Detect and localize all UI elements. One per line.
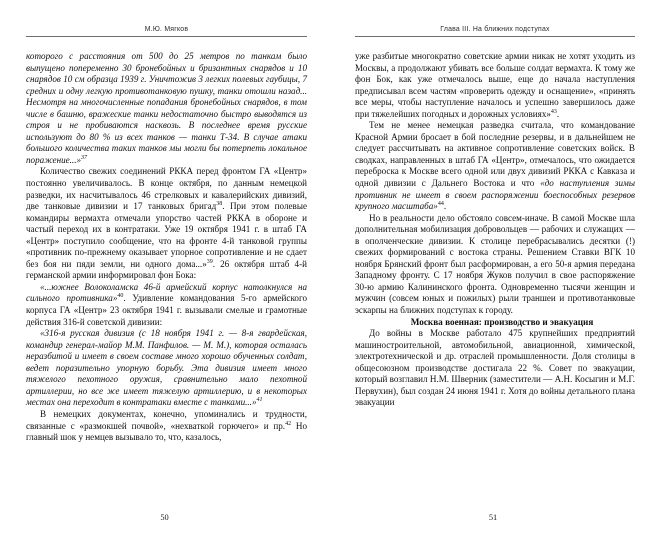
paragraph-quote-continuation <box>26 51 307 166</box>
paragraph-text: Количество свежих соединений РККА перед фронтом ГА «Центр» постоянно увеличивалось. В конце октября, по данным немецкой разведки, их насчитывалось 46 стрелковых и кавалерийских дивизий, две танковые дивизии и 17 танковых бригад <box>26 166 307 212</box>
page-number-left: 50 <box>160 513 169 522</box>
page-right <box>329 0 657 540</box>
paragraph-quote-voloklamsk <box>26 282 307 328</box>
footnote-marker: 42 <box>285 420 292 427</box>
paragraph-text-cont: . При этом полевые командиры вермахта отмечали упорство частей РККА в обороне и частый переход их в контратаки. Уже 19 октября 1941 г. в штаб ГА «Центр» поступило сообщение, что на фронте 4-й танковой группы «противник по-прежнему оказывает упорное сопротивление и не сдает без боя ни пяди земли, ни одного дома...» <box>26 201 307 269</box>
paragraph-text: которого с расстояния от 500 до 25 метров по танкам было выпущено попеременно 30 бронебойных и бризантных снарядов и 10 снарядов 10 см образца 1939 г. Уничтожив 3 легких полевых гаубицы, 7 средних и одну легкую противотанковую пушку, танки отошли назад... Несмотря на многочисленные попадания бронебойных снарядов, в том числе в башню, вражеские танки недостаточно быстро выводятся из строя и не пробиваются насквозь. В последнее время русские используют до 80 % из всех танков — танки Т-34. В случае атаки большого количества таких танков мы могли бы потерпеть локальное поражение...» <box>26 51 307 165</box>
footnote-marker: 43 <box>550 108 557 115</box>
text-column-left <box>26 51 307 444</box>
paragraph-body-evacuation: До войны в Москве работало 475 крупнейших предприятий машиностроительной, автомобильной, авиационной, химической, электротехнической и др. отраслей промышленности. Доля столицы в общесоюзном производстве достигала 22 %. Совет по эвакуации, который возглавил Н.М. Шверник (заместители — А.Н. Косыгин и М.Г. Первухин), был создан 24 июня 1941 г. Хотя до войны детального плана эвакуации <box>355 328 635 408</box>
footnote-marker: 38 <box>216 201 223 208</box>
quote-text: «...южнее Волоколамска 46-й армейский корпус натолкнулся на сильного противника» <box>26 281 307 304</box>
paragraph-quote-division <box>26 328 307 409</box>
header-rule-left <box>26 36 307 37</box>
running-head-left: М.Ю. Мягков <box>144 24 189 33</box>
text-column-right <box>355 51 635 409</box>
footnote-marker: 40 <box>117 293 124 300</box>
paragraph-text-cont: . <box>443 201 447 212</box>
paragraph-body-reality: Но в реальности дело обстояло совсем-иначе. В самой Москве шла дополнительная мобилизация добровольцев — рабочих и служащих — в ополченческие дивизии. К столице перебрасывались десятки (!) свежих формирований с востока страны. Решением Ставки ВГК 10 ноября Брянский фронт был расформирован, а его 50-я армия передана Западному фронту. С 17 ноября Жуков получил в свое распоряжение 30-ю армию Калининского фронта. Одновременно тысячи женщин и мужчин (совсем юных и пожилых) рыли траншеи и противотанковые эскарпы на ближних подступах к городу. <box>355 212 635 316</box>
paragraph-text: Тем не менее немецкая разведка считала, что командование Красной Армии бросает в бой последние резервы, и в дальнейшем не следует рассчитывать на активное сопротивление советских войск. В сводках, направленных в штаб ГА «Центр», отмечалось, что ожидается переброска к Москве всего одной или двух дивизий РККА с Кавказа и одной дивизии с Дальнего Востока и что <box>355 120 635 189</box>
paragraph-text-cont: . <box>556 108 560 119</box>
paragraph-body-intelligence <box>355 120 635 212</box>
running-head-right: Глава III. На ближних подступах <box>440 24 550 33</box>
quote-text: «316-я русская дивизия (с 18 ноября 1941 г. — 8-я гвардейская, командир генерал-майор М.М. Панфилов. — М. М.), которая осталась неразбитой и имеет в своем составе много хорошо обученных солдат, ведет поразительно упорную борьбу. Эта дивизия имеет много тяжелого пехотного оружия, сравнительно мало пехотной артиллерии, но все же имеет тяжелую артиллерию, и в некоторых местах она переходит в контратаки вместе с танками...» <box>26 328 307 408</box>
paragraph-text-cont2: . 26 октября штаб 4-й германской армии информировал фон Бока: <box>26 258 307 281</box>
paragraph-body-german-docs <box>26 409 307 444</box>
quote-text: «до наступления зимы противник не имеет в своем распоряжении боеспособных резервов крупного масштаба» <box>355 178 635 212</box>
header-rule-right <box>355 36 635 37</box>
paragraph-body <box>26 166 307 281</box>
paragraph-text-cont: . Удивление командования 5-го армейского корпуса ГА «Центр» 23 октября 1941 г. вызывали смелые и грамотные действия 316-й советской дивизии: <box>26 293 307 327</box>
footnote-marker: 39 <box>206 258 213 265</box>
footnote-marker: 44 <box>437 201 444 208</box>
section-heading: Москва военная: производство и эвакуация <box>410 316 594 327</box>
page-number-right: 51 <box>488 513 498 522</box>
footnote-marker: 37 <box>81 154 88 161</box>
paragraph-text: уже разбитые многократно советские армии никак не хотят уходить из Москвы, а продолжают убивать все больше солдат вермахта. К тому же фон Бок, как уже отмечалось выше, еще до начала наступления предписывал всем частям «проверить одежду и оснащение», «принять все меры, чтобы наступление началось и успешно завершилось даже при тяжелейших погодных и дорожных условиях» <box>355 51 635 119</box>
paragraph-text-cont: Но главный шок у немцев вызывало то, что, казалось, <box>26 420 307 443</box>
footnote-marker: 41 <box>256 397 263 404</box>
paragraph-text: В немецких документах, конечно, упоминались и трудности, связанные с «размокшей почвой», «нехваткой горючего» и пр. <box>26 408 307 431</box>
paragraph-body-continuation <box>355 51 635 120</box>
